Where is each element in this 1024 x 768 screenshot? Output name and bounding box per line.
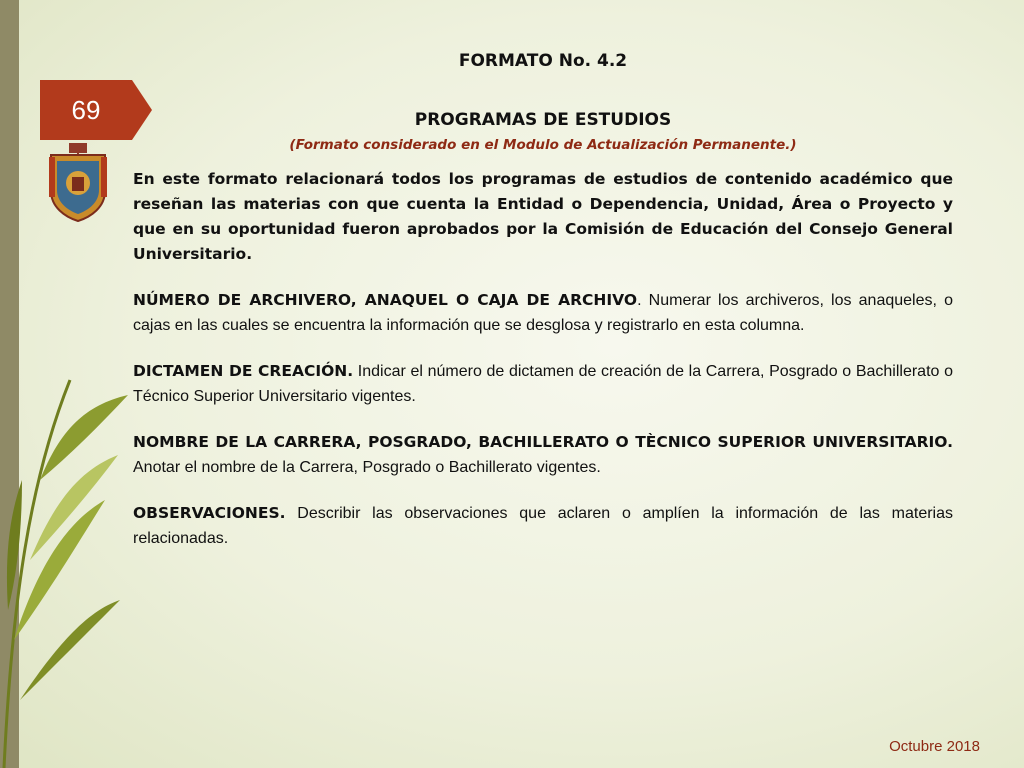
field-term: NÚMERO DE ARCHIVERO, ANAQUEL O CAJA DE ARCHIVO <box>133 291 638 309</box>
program-title: PROGRAMAS DE ESTUDIOS <box>414 110 672 130</box>
format-subtitle: (Formato considerado en el Modulo de Actualización Permanente.) <box>289 137 797 153</box>
slide-content <box>133 45 953 551</box>
field-term: NOMBRE DE LA CARRERA, POSGRADO, BACHILLERATO O TÈCNICO SUPERIOR UNIVERSITARIO. <box>133 433 953 451</box>
field-paragraph <box>133 359 953 409</box>
field-description: . Numerar los archiveros, los anaqueles, o cajas en las cuales se encuentra la información que se desglosa y registrarlo en esta columna. <box>133 292 953 334</box>
field-description: Indicar el número de dictamen de creación de la Carrera, Posgrado o Bachillerato o Técnico Superior Universitario vigentes. <box>133 363 953 405</box>
format-title: FORMATO No. 4.2 <box>458 51 628 71</box>
field-paragraph <box>133 501 953 551</box>
field-description: Anotar el nombre de la Carrera, Posgrado o Bachillerato vigentes. <box>133 459 601 476</box>
field-term: OBSERVACIONES. <box>133 504 286 522</box>
field-paragraph <box>133 430 953 480</box>
university-crest-logo <box>47 143 109 223</box>
intro-paragraph: En este formato relacionará todos los programas de estudios de contenido académico que reseñan las materias con que cuenta la Entidad o Dependencia, Unidad, Área o Proyecto y que en su oportunidad fueron aprobados por la Comisión de Educación del Consejo General Universitario. <box>133 170 953 263</box>
field-paragraph <box>133 288 953 338</box>
field-description: Describir las observaciones que aclaren o amplíen la información de las materias relacionadas. <box>133 505 953 547</box>
footer-date: Octubre 2018 <box>889 738 980 755</box>
slide-number: 69 <box>71 95 101 125</box>
field-term: DICTAMEN DE CREACIÓN. <box>133 362 354 380</box>
